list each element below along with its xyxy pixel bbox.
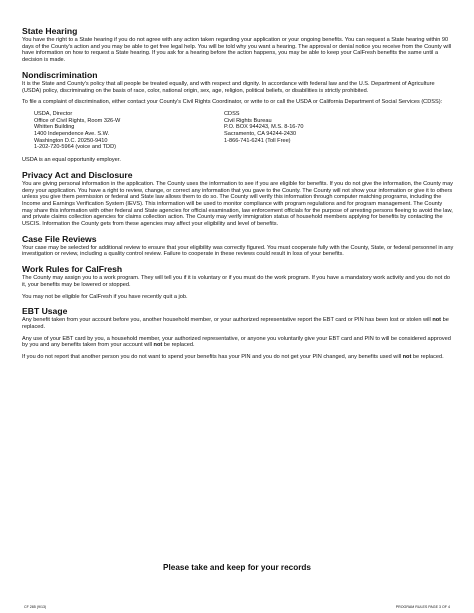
case-file-text: Your case may be selected for additional review to ensure that your eligibility was correctly figured. You must cooperate fully with the County, State, or federal personnel in any investigation or review, including a quality control review. Failure to cooperate in these reviews could result in loss of your benefits. bbox=[22, 244, 454, 258]
ebt-authorized-use-text bbox=[22, 336, 454, 349]
ebt-text-part: be replaced. bbox=[411, 354, 444, 361]
case-file-heading: Case File Reviews bbox=[22, 233, 97, 244]
ebt-emphasis: not bbox=[432, 317, 442, 324]
cdss-phone: 1-866-741-6241 (Toll Free) bbox=[224, 137, 291, 144]
usda-address-line: Whitten Building bbox=[34, 124, 75, 131]
usda-address-line: Washington D.C. 20250-9410 bbox=[34, 137, 108, 144]
work-rules-heading: Work Rules for CalFresh bbox=[22, 264, 123, 275]
nondiscrimination-policy-text: It is the State and County's policy that all people be treated equally, and with respect and dignity. In accordance with federal law and the U.S. Department of Agriculture (USDA) policy, discriminating on the basis of race, color, national origin, sex, age, religion, political beliefs, or disabilities is strictly prohibited. bbox=[22, 80, 435, 94]
address-block bbox=[34, 111, 454, 151]
ebt-text-part: Any benefit taken from your account before you, another household member, or your authorized representative report the EBT card or PIN has been lost or stolen will bbox=[22, 317, 433, 324]
equal-opportunity-text: USDA is an equal opportunity employer. bbox=[22, 157, 121, 164]
ebt-text-part: If you do not report that another person you do not want to spend your benefits has your PIN and you do not get your PIN changed, any benefits used will bbox=[22, 354, 403, 361]
form-id: CF 285 (9/13) bbox=[24, 605, 47, 609]
privacy-text: You are giving personal information in the application. The County uses the information to see if you are eligible for benefits. If you do not give the information, the County may deny your application. You have a right to review, change, or correct any information that you gave to the County. The County will not show your information or give it to others unless you give them permission or federal and State law allows them to do so. The County will verify this information through computer matching programs, including the Income and Earnings Verification System (IEVS). This information will be used to monitor compliance with program regulations and for program management. The County may share this information with other federal and State agencies for official examination, law enforcement officials for the purpose of arresting persons fleeing to avoid the law, and private claims collection agencies for claims collection action. The County may verify immigration status of household members applying for benefits by contacting the USCIS. Information the County gets from these agencies may affect your eligibility and level of benefits. bbox=[22, 180, 453, 228]
ebt-lost-card-text bbox=[22, 317, 454, 330]
nondiscrimination-heading: Nondiscrimination bbox=[22, 69, 98, 80]
ebt-text-part: Any use of your EBT card by you, a household member, your authorized representative, or anyone you voluntarily give your EBT card and PIN to will be considered approved by you and any benefits taken from your account will bbox=[22, 335, 451, 349]
usda-address bbox=[34, 111, 224, 151]
work-rules-text: The County may assign you to a work program. They will tell you if it is voluntary or if you must do the work program. If you have a mandatory work activity and you do not do it, your benefits may be lowered or stopped. bbox=[22, 275, 451, 288]
ebt-heading: EBT Usage bbox=[22, 306, 68, 317]
state-hearing-text: You have the right to a State hearing if you do not agree with any action taken regarding your application or your ongoing benefits. You can request a State hearing within 90 days of the County's action and you may be able to get free legal help. You will be told why you want a hearing. The approval or denial notice you receive from the County will have information on how to request a State hearing. If you ask for a hearing before the action happens, you may be able to keep your CalFresh benefits the same until a decision is made. bbox=[22, 37, 452, 64]
privacy-section bbox=[22, 170, 454, 228]
usda-phone: 1-202-720-5964 (voice and TDD) bbox=[34, 144, 116, 151]
usda-address-line: USDA, Director bbox=[34, 110, 73, 117]
usda-address-line: 1400 Independence Ave. S.W. bbox=[34, 131, 110, 138]
cdss-address-line: Sacramento, CA 94244-2430 bbox=[224, 131, 297, 138]
quit-job-text: You may not be eligible for CalFresh if you have recently quit a job. bbox=[22, 293, 188, 300]
state-hearing-heading: State Hearing bbox=[22, 26, 78, 36]
complaint-instructions-text: To file a complaint of discrimination, either contact your County's Civil Rights Coordinator, or write to or call the USDA or California Department of Social Services (CDSS): bbox=[22, 99, 443, 106]
cdss-address bbox=[224, 111, 414, 151]
cdss-address-line: CDSS bbox=[224, 110, 240, 117]
state-hearing-section bbox=[22, 26, 454, 64]
nondiscrimination-section bbox=[22, 70, 454, 164]
work-rules-section bbox=[22, 264, 454, 300]
ebt-section bbox=[22, 306, 454, 361]
ebt-pin-text bbox=[22, 354, 454, 361]
page-label: PROGRAM RULES PAGE 3 OF 4 bbox=[395, 605, 450, 609]
cdss-address-line: Civil Rights Bureau bbox=[224, 117, 272, 124]
ebt-text-part: be replaced. bbox=[162, 342, 195, 349]
records-note: Please take and keep for your records bbox=[163, 563, 311, 572]
document-body bbox=[22, 26, 454, 367]
usda-address-line: Office of Civil Rights, Room 326-W bbox=[34, 117, 121, 124]
ebt-emphasis: not bbox=[402, 354, 412, 361]
ebt-emphasis: not bbox=[153, 342, 163, 349]
case-file-section bbox=[22, 234, 454, 258]
privacy-heading: Privacy Act and Disclosure bbox=[22, 169, 133, 180]
ebt-text-part: be replaced. bbox=[22, 317, 449, 330]
cdss-address-line: P.O. BOX 944243, M.S. 8-16-70 bbox=[224, 124, 304, 131]
